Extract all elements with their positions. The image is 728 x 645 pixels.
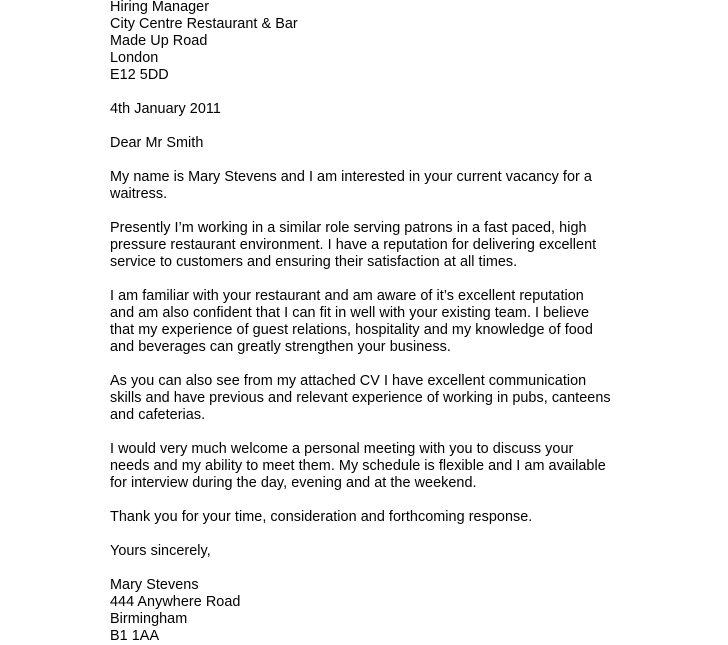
spacer [110, 560, 710, 577]
spacer [110, 84, 710, 101]
paragraph-cv [110, 373, 710, 424]
paragraph-line: My name is Mary Stevens and I am interested in your current vacancy for a [110, 169, 592, 185]
spacer [110, 492, 710, 509]
letter-date: 4th January 2011 [110, 101, 221, 117]
recipient-line: Made Up Road [110, 33, 208, 49]
paragraph-line: waitress. [110, 186, 168, 202]
paragraph-current-role [110, 220, 710, 271]
paragraph-line: and am also confident that I can fit in well with your existing team. I believe [110, 305, 590, 321]
paragraph-line: pressure restaurant environment. I have a reputation for delivering excellent [110, 237, 597, 253]
paragraph-line: service to customers and ensuring their satisfaction at all times. [110, 254, 518, 270]
paragraph-line: skills and have previous and relevant experience of working in pubs, canteens [110, 390, 611, 406]
sender-line: Birmingham [110, 611, 188, 627]
spacer [110, 271, 710, 288]
recipient-address [110, 0, 710, 84]
paragraph-line: As you can also see from my attached CV I have excellent communication [110, 373, 587, 389]
sender-line: Mary Stevens [110, 577, 199, 593]
spacer [110, 356, 710, 373]
paragraph-line: for interview during the day, evening and at the weekend. [110, 475, 477, 491]
spacer [110, 118, 710, 135]
closing: Yours sincerely, [110, 543, 211, 559]
paragraph-line: and beverages can greatly strengthen your business. [110, 339, 451, 355]
cover-letter [110, 0, 710, 645]
recipient-line: City Centre Restaurant & Bar [110, 16, 298, 32]
paragraph-familiarity [110, 288, 710, 356]
paragraph-line: and cafeterias. [110, 407, 206, 423]
sender-line: 444 Anywhere Road [110, 594, 241, 610]
paragraph-line: Presently I’m working in a similar role serving patrons in a fast paced, high [110, 220, 587, 236]
paragraph-thanks [110, 509, 710, 526]
paragraph-meeting [110, 441, 710, 492]
spacer [110, 152, 710, 169]
recipient-line: Hiring Manager [110, 0, 210, 15]
paragraph-line: Thank you for your time, consideration and forthcoming response. [110, 509, 533, 525]
recipient-line: London [110, 50, 159, 66]
paragraph-intro [110, 169, 710, 203]
sender-address [110, 577, 710, 645]
salutation: Dear Mr Smith [110, 135, 204, 151]
paragraph-line: needs and my ability to meet them. My schedule is flexible and I am available [110, 458, 606, 474]
recipient-line: E12 5DD [110, 67, 169, 83]
paragraph-line: that my experience of guest relations, hospitality and my knowledge of food [110, 322, 593, 338]
spacer [110, 203, 710, 220]
paragraph-line: I am familiar with your restaurant and am aware of it’s excellent reputation [110, 288, 584, 304]
paragraph-line: I would very much welcome a personal meeting with you to discuss your [110, 441, 574, 457]
spacer [110, 526, 710, 543]
spacer [110, 424, 710, 441]
sender-line: B1 1AA [110, 628, 160, 644]
